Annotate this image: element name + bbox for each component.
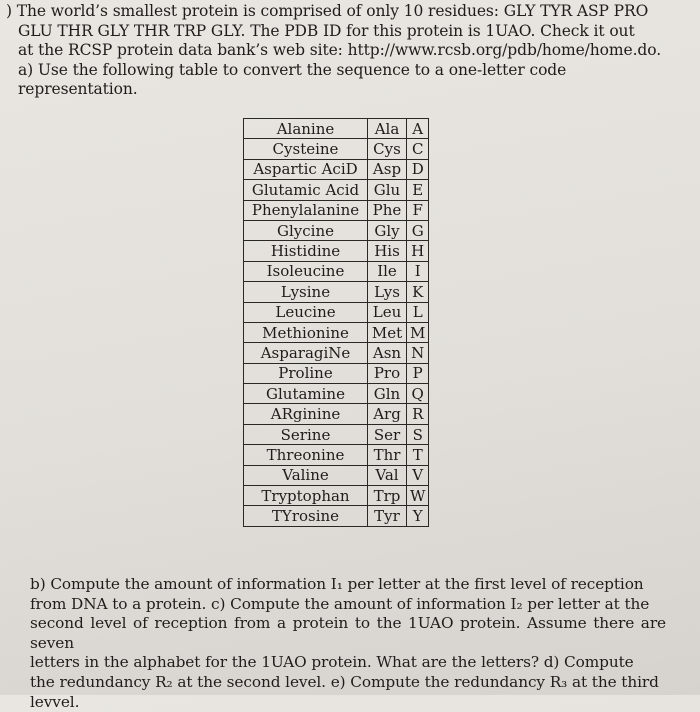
amino-acid-name: Lysine bbox=[244, 282, 368, 302]
intro-line: ) The world’s smallest protein is comprised of only 10 residues: GLY TYR ASP PRO bbox=[6, 2, 649, 20]
amino-acid-name: Valine bbox=[244, 465, 368, 485]
one-letter-code: K bbox=[407, 282, 429, 302]
one-letter-code: L bbox=[407, 302, 429, 322]
table-row bbox=[244, 343, 429, 363]
parts-line: b) Compute the amount of information I₁ per letter at the first level of reception bbox=[30, 575, 644, 593]
three-letter-code: Asp bbox=[368, 159, 407, 179]
table-row bbox=[244, 322, 429, 342]
table-row bbox=[244, 363, 429, 383]
table-row bbox=[244, 282, 429, 302]
table-row bbox=[244, 486, 429, 506]
one-letter-code: M bbox=[407, 322, 429, 342]
parts-line: from DNA to a protein. c) Compute the amount of information I₂ per letter at the bbox=[30, 594, 650, 613]
table-row bbox=[244, 139, 429, 159]
one-letter-code: P bbox=[407, 363, 429, 383]
parts-line: levvel. bbox=[30, 692, 80, 711]
one-letter-code: E bbox=[407, 180, 429, 200]
one-letter-code: I bbox=[407, 261, 429, 281]
amino-acid-name: Phenylalanine bbox=[244, 200, 368, 220]
table-row bbox=[244, 261, 429, 281]
table-row bbox=[244, 220, 429, 240]
intro-line: a) Use the following table to convert the sequence to a one-letter code representation. bbox=[18, 60, 567, 98]
amino-acid-name: ARginine bbox=[244, 404, 368, 424]
one-letter-code: Y bbox=[407, 506, 429, 526]
table-row bbox=[244, 384, 429, 404]
table-row bbox=[244, 241, 429, 261]
three-letter-code: Gly bbox=[368, 220, 407, 240]
one-letter-code: D bbox=[407, 159, 429, 179]
three-letter-code: Glu bbox=[368, 180, 407, 200]
one-letter-code: T bbox=[407, 445, 429, 465]
three-letter-code: Trp bbox=[368, 486, 407, 506]
amino-acid-name: Proline bbox=[244, 363, 368, 383]
three-letter-code: Pro bbox=[368, 363, 407, 383]
problem-parts bbox=[30, 575, 666, 712]
one-letter-code: Q bbox=[407, 384, 429, 404]
three-letter-code: Ser bbox=[368, 424, 407, 444]
amino-acid-name: Tryptophan bbox=[244, 486, 368, 506]
three-letter-code: Asn bbox=[368, 343, 407, 363]
three-letter-code: Cys bbox=[368, 139, 407, 159]
table-row bbox=[244, 119, 429, 139]
amino-acid-name: Aspartic AciD bbox=[244, 159, 368, 179]
amino-acid-name: TYrosine bbox=[244, 506, 368, 526]
amino-acid-name: Serine bbox=[244, 424, 368, 444]
table-row bbox=[244, 424, 429, 444]
one-letter-code: F bbox=[407, 200, 429, 220]
amino-acid-name: Methionine bbox=[244, 322, 368, 342]
table-row bbox=[244, 506, 429, 526]
three-letter-code: Met bbox=[368, 322, 407, 342]
amino-acid-name: Threonine bbox=[244, 445, 368, 465]
three-letter-code: Arg bbox=[368, 404, 407, 424]
three-letter-code: Tyr bbox=[368, 506, 407, 526]
one-letter-code: R bbox=[407, 404, 429, 424]
three-letter-code: His bbox=[368, 241, 407, 261]
one-letter-code: C bbox=[407, 139, 429, 159]
three-letter-code: Leu bbox=[368, 302, 407, 322]
three-letter-code: Phe bbox=[368, 200, 407, 220]
table-row bbox=[244, 445, 429, 465]
parts-line: letters in the alphabet for the 1UAO protein. What are the letters? d) Compute bbox=[30, 653, 634, 672]
table-row bbox=[244, 159, 429, 179]
amino-acid-name: Isoleucine bbox=[244, 261, 368, 281]
three-letter-code: Lys bbox=[368, 282, 407, 302]
one-letter-code: N bbox=[407, 343, 429, 363]
amino-acid-name: Histidine bbox=[244, 241, 368, 261]
table-row bbox=[244, 404, 429, 424]
intro-line: GLU THR GLY THR TRP GLY. The PDB ID for this protein is 1UAO. Check it out bbox=[18, 21, 635, 40]
three-letter-code: Ile bbox=[368, 261, 407, 281]
one-letter-code: S bbox=[407, 424, 429, 444]
one-letter-code: H bbox=[407, 241, 429, 261]
amino-acid-name: Leucine bbox=[244, 302, 368, 322]
table-row bbox=[244, 180, 429, 200]
amino-acid-name: Cysteine bbox=[244, 139, 368, 159]
one-letter-code: W bbox=[407, 486, 429, 506]
problem-intro bbox=[6, 2, 676, 100]
one-letter-code: V bbox=[407, 465, 429, 485]
amino-acid-name: AsparagiNe bbox=[244, 343, 368, 363]
table-row bbox=[244, 302, 429, 322]
three-letter-code: Thr bbox=[368, 445, 407, 465]
three-letter-code: Gln bbox=[368, 384, 407, 404]
one-letter-code: G bbox=[407, 220, 429, 240]
table-row bbox=[244, 200, 429, 220]
parts-line: second level of reception from a protein to the 1UAO protein. Assume there are seven bbox=[30, 614, 666, 652]
table-row bbox=[244, 465, 429, 485]
one-letter-code: A bbox=[407, 119, 429, 139]
parts-line: the redundancy R₂ at the second level. e) Compute the redundancy R₃ at the third bbox=[30, 672, 659, 691]
amino-acid-name: Alanine bbox=[244, 119, 368, 139]
three-letter-code: Val bbox=[368, 465, 407, 485]
three-letter-code: Ala bbox=[368, 119, 407, 139]
amino-acid-table bbox=[243, 118, 429, 527]
amino-acid-name: Glutamic Acid bbox=[244, 180, 368, 200]
intro-line: at the RCSP protein data bank’s web site: http://www.rcsb.org/pdb/home/home.do. bbox=[18, 41, 662, 59]
amino-acid-name: Glutamine bbox=[244, 384, 368, 404]
amino-acid-name: Glycine bbox=[244, 220, 368, 240]
